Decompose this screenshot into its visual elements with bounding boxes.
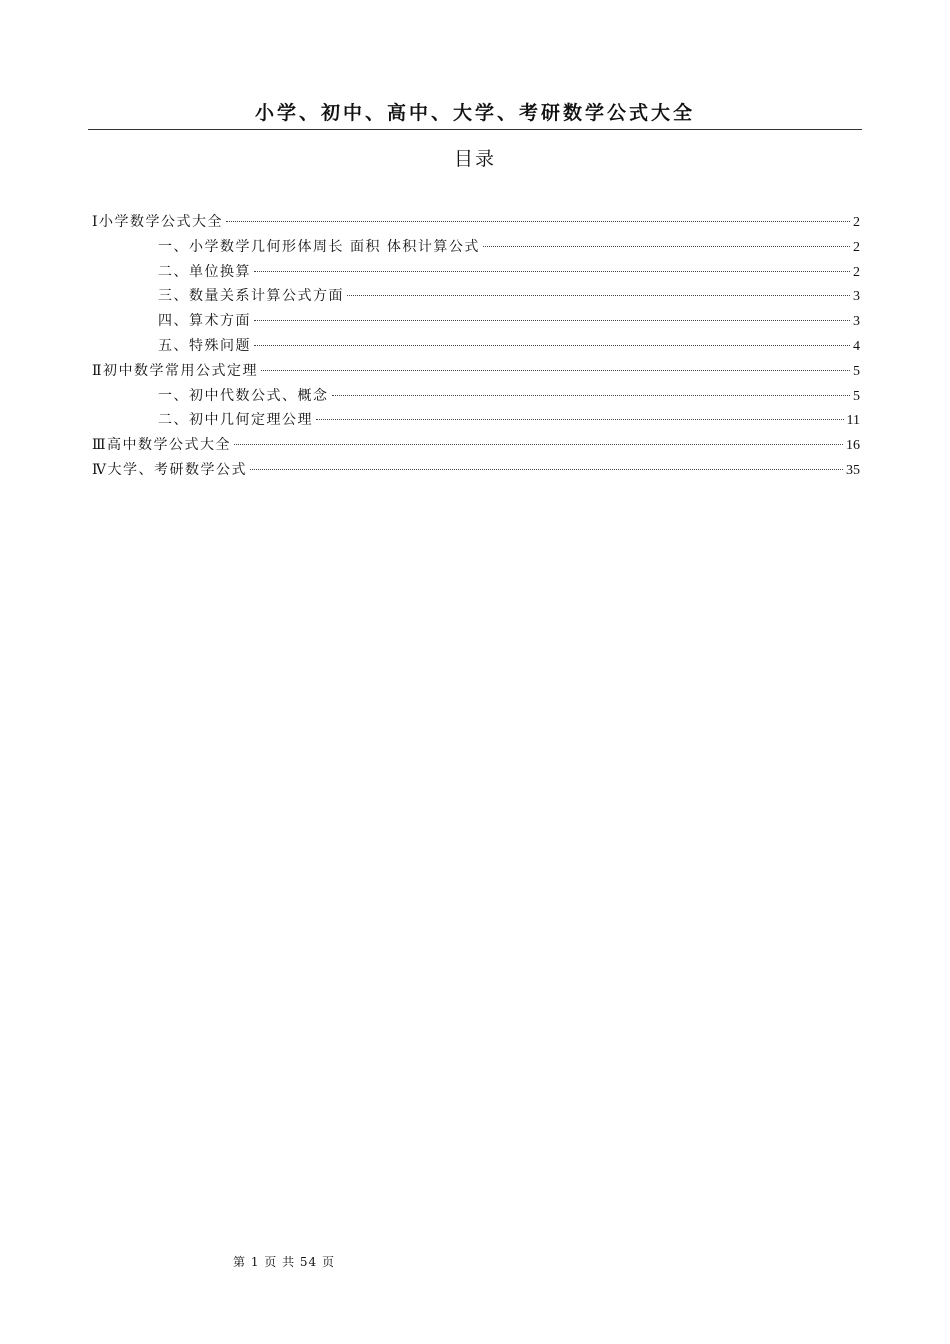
toc-entry-page-number[interactable]: 3	[853, 289, 860, 305]
toc-entry-page-number[interactable]: 16	[846, 438, 860, 454]
toc-dot-leader	[483, 246, 850, 247]
toc-entry-page-number[interactable]: 35	[846, 462, 860, 478]
toc-entry-label[interactable]: 四、算术方面	[158, 313, 251, 330]
toc-entry[interactable]	[92, 384, 860, 409]
toc-entry[interactable]	[92, 284, 860, 309]
toc-entry[interactable]	[92, 260, 860, 285]
toc-title: 目录	[453, 148, 496, 170]
toc-entry[interactable]	[92, 433, 860, 458]
toc-entry-label[interactable]: 二、初中几何定理公理	[158, 412, 313, 429]
toc-dot-leader	[316, 419, 844, 420]
toc-entry-label[interactable]: Ⅱ初中数学常用公式定理	[92, 362, 259, 379]
toc-entry-page-number[interactable]: 4	[853, 338, 860, 354]
toc-entry-label[interactable]: 五、特殊问题	[158, 337, 251, 354]
toc-dot-leader	[226, 221, 850, 222]
toc-entry-page-number[interactable]: 5	[853, 363, 860, 379]
toc-entry-page-number[interactable]: 3	[853, 314, 860, 330]
header-divider	[88, 129, 862, 130]
page-footer: 第 1 页 共 54 页	[233, 1255, 335, 1269]
toc-entry-page-number[interactable]: 11	[846, 413, 860, 429]
toc-entry-page-number[interactable]: 5	[853, 388, 860, 404]
toc-entry[interactable]	[92, 210, 860, 235]
toc-entry-label[interactable]: 一、初中代数公式、概念	[158, 387, 329, 404]
toc-dot-leader	[234, 444, 843, 445]
toc-entry[interactable]	[92, 359, 860, 384]
toc-entry[interactable]	[92, 334, 860, 359]
toc-entry-label[interactable]: 二、单位换算	[158, 263, 251, 280]
toc-entry-label[interactable]: 一、小学数学几何形体周长 面积 体积计算公式	[158, 238, 480, 255]
toc-entry-label[interactable]: Ⅳ大学、考研数学公式	[92, 461, 247, 478]
toc-dot-leader	[254, 345, 850, 346]
toc-entry[interactable]	[92, 458, 860, 483]
document-header-title: 小学、初中、高中、大学、考研数学公式大全	[254, 102, 695, 124]
toc-entry-page-number[interactable]: 2	[853, 215, 860, 230]
table-of-contents	[92, 210, 860, 483]
toc-entry-page-number[interactable]: 2	[853, 239, 860, 255]
toc-dot-leader	[250, 469, 843, 470]
toc-entry-label[interactable]: 三、数量关系计算公式方面	[158, 288, 344, 305]
toc-entry[interactable]	[92, 309, 860, 334]
toc-dot-leader	[254, 271, 850, 272]
toc-dot-leader	[261, 370, 850, 371]
toc-entry-page-number[interactable]: 2	[853, 264, 860, 280]
toc-entry-label[interactable]: Ⅰ小学数学公式大全	[92, 214, 224, 230]
toc-dot-leader	[332, 395, 851, 396]
toc-dot-leader	[254, 320, 850, 321]
toc-entry[interactable]	[92, 235, 860, 260]
toc-entry[interactable]	[92, 408, 860, 433]
toc-entry-label[interactable]: Ⅲ高中数学公式大全	[92, 437, 232, 454]
toc-dot-leader	[347, 295, 850, 296]
